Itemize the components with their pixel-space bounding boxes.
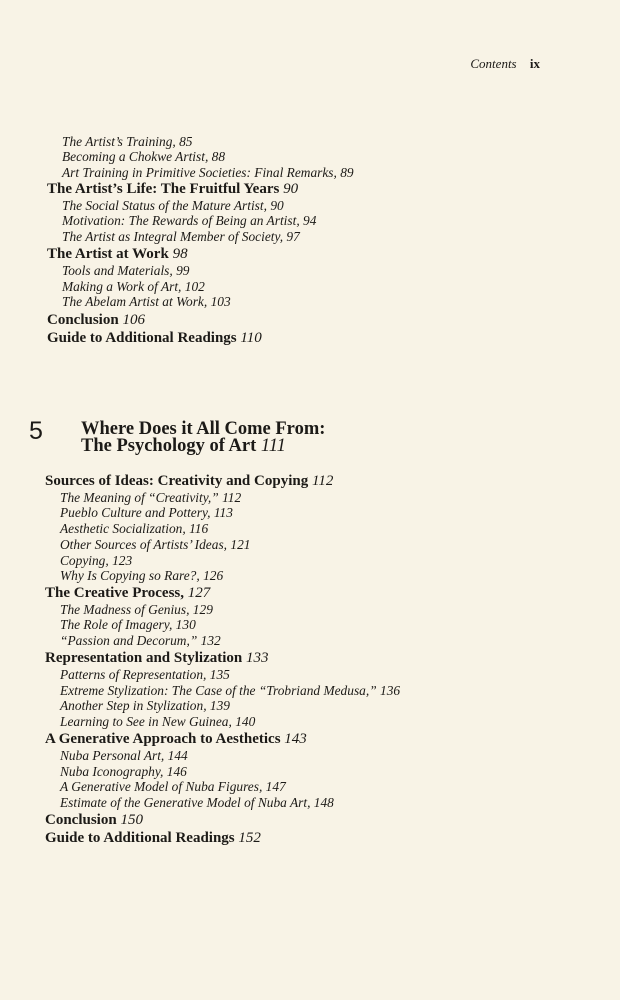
toc-entry-title: Conclusion: [47, 312, 119, 328]
toc-subsection-entry: [60, 764, 187, 780]
toc-entry-page: 85: [179, 134, 193, 149]
toc-entry-page: 116: [189, 521, 209, 536]
toc-subsection-entry: [60, 505, 233, 521]
toc-entry-title: Motivation: The Rewards of Being an Artist,: [62, 213, 300, 228]
toc-subsection-entry: [62, 165, 354, 181]
toc-entry-title: The Meaning of “Creativity,”: [60, 490, 219, 505]
toc-entry-page: 99: [176, 263, 190, 278]
toc-entry-title: Why Is Copying so Rare?,: [60, 568, 200, 583]
toc-entry-page: 133: [245, 650, 269, 666]
toc-entry-page: 88: [211, 149, 226, 164]
toc-entry-page: 136: [380, 683, 401, 698]
toc-subsection-entry: [60, 698, 230, 714]
toc-subsection-entry: [60, 748, 188, 764]
toc-entry-title: Art Training in Primitive Societies: Final Remarks,: [62, 165, 337, 180]
toc-entry-title: The Artist as Integral Member of Society,: [62, 229, 284, 244]
toc-subsection-entry: [60, 617, 196, 633]
toc-entry-page: 97: [286, 229, 300, 244]
toc-entry-page: 112: [311, 473, 334, 489]
chapter-number: 5: [29, 417, 43, 445]
toc-entry-title: Extreme Stylization: The Case of the “Trobriand Medusa,”: [60, 683, 377, 698]
toc-entry-title: Nuba Iconography,: [60, 764, 164, 779]
toc-section-entry: [45, 585, 210, 602]
toc-section-entry: [45, 731, 307, 748]
toc-section-entry: [47, 181, 298, 198]
toc-entry-title: Another Step in Stylization,: [60, 698, 207, 713]
toc-section-entry: [45, 812, 143, 829]
toc-subsection-entry: [60, 667, 230, 683]
toc-entry-page: 121: [230, 537, 251, 552]
toc-subsection-entry: [62, 134, 192, 150]
chapter-title-text-2: The Psychology of Art: [81, 436, 257, 456]
running-head-label: Contents: [470, 56, 517, 71]
toc-entry-page: 110: [240, 330, 262, 346]
toc-entry-page: 127: [187, 585, 211, 601]
toc-entry-title: Copying,: [60, 553, 109, 568]
toc-subsection-entry: [60, 490, 241, 506]
toc-entry-title: Making a Work of Art,: [62, 279, 182, 294]
toc-subsection-entry: [60, 683, 400, 699]
toc-entry-page: 90: [283, 181, 299, 197]
toc-subsection-entry: [60, 795, 334, 811]
toc-entry-page: 135: [209, 667, 230, 682]
toc-subsection-entry: [60, 714, 255, 730]
toc-entry-title: Nuba Personal Art,: [60, 748, 165, 763]
toc-entry-title: Estimate of the Generative Model of Nuba Art,: [60, 795, 311, 810]
chapter-title-text-1: Where Does it All Come From:: [81, 419, 326, 439]
toc-entry-title: The Role of Imagery,: [60, 617, 173, 632]
chapter-title-line-2: [81, 436, 286, 457]
toc-entry-title: A Generative Model of Nuba Figures,: [60, 779, 263, 794]
toc-entry-page: 144: [167, 748, 188, 763]
toc-subsection-entry: [62, 263, 190, 279]
running-head: [470, 56, 540, 72]
toc-entry-title: The Social Status of the Mature Artist,: [62, 198, 267, 213]
toc-entry-page: 90: [270, 198, 284, 213]
toc-subsection-entry: [62, 198, 284, 214]
toc-entry-title: Becoming a Chokwe Artist,: [62, 149, 209, 164]
toc-entry-title: The Artist’s Life: The Fruitful Years: [47, 181, 280, 197]
toc-entry-title: Guide to Additional Readings: [45, 830, 235, 846]
toc-entry-page: 89: [340, 165, 354, 180]
toc-entry-title: Other Sources of Artists’ Ideas,: [60, 537, 228, 552]
toc-entry-page: 102: [184, 279, 205, 294]
toc-entry-page: 94: [303, 213, 317, 228]
toc-entry-title: The Abelam Artist at Work,: [62, 294, 208, 309]
toc-entry-page: 140: [235, 714, 256, 729]
toc-entry-page: 106: [122, 312, 145, 328]
toc-entry-title: Pueblo Culture and Pottery,: [60, 505, 211, 520]
toc-entry-page: 98: [172, 246, 188, 262]
page-number: ix: [529, 56, 540, 71]
toc-entry-page: 139: [209, 698, 230, 713]
toc-entry-title: The Creative Process,: [45, 585, 184, 601]
toc-entry-title: Conclusion: [45, 812, 117, 828]
toc-section-entry: [45, 650, 268, 667]
toc-entry-page: 146: [166, 764, 187, 779]
toc-entry-page: 103: [210, 294, 231, 309]
toc-subsection-entry: [62, 294, 231, 310]
toc-entry-page: 126: [203, 568, 224, 583]
toc-entry-page: 152: [238, 830, 261, 846]
toc-entry-title: Guide to Additional Readings: [47, 330, 237, 346]
toc-entry-title: The Madness of Genius,: [60, 602, 190, 617]
toc-subsection-entry: [62, 279, 205, 295]
toc-subsection-entry: [62, 149, 225, 165]
toc-entry-page: 148: [313, 795, 334, 810]
toc-entry-title: Tools and Materials,: [62, 263, 173, 278]
toc-subsection-entry: [60, 553, 132, 569]
toc-entry-title: The Artist’s Training,: [62, 134, 176, 149]
toc-entry-page: 147: [265, 779, 286, 794]
toc-subsection-entry: [60, 779, 286, 795]
toc-entry-page: 132: [200, 633, 221, 648]
toc-entry-page: 123: [112, 553, 133, 568]
toc-subsection-entry: [60, 521, 208, 537]
toc-entry-page: 113: [213, 505, 233, 520]
chapter-page-number: 111: [260, 436, 286, 456]
toc-entry-title: Patterns of Representation,: [60, 667, 207, 682]
toc-section-entry: [45, 473, 333, 490]
toc-section-entry: [47, 312, 145, 329]
toc-section-entry: [47, 330, 262, 347]
toc-entry-title: The Artist at Work: [47, 246, 169, 262]
toc-entry-title: Sources of Ideas: Creativity and Copying: [45, 473, 309, 489]
toc-subsection-entry: [62, 213, 316, 229]
toc-entry-title: Learning to See in New Guinea,: [60, 714, 232, 729]
toc-entry-page: 129: [192, 602, 213, 617]
toc-entry-title: “Passion and Decorum,”: [60, 633, 198, 648]
toc-entry-title: Aesthetic Socialization,: [60, 521, 186, 536]
toc-subsection-entry: [60, 633, 221, 649]
toc-subsection-entry: [62, 229, 300, 245]
toc-section-entry: [45, 830, 261, 847]
toc-subsection-entry: [60, 568, 223, 584]
toc-subsection-entry: [60, 602, 213, 618]
toc-entry-page: 150: [120, 812, 143, 828]
toc-entry-page: 130: [175, 617, 196, 632]
toc-entry-page: 143: [284, 731, 307, 747]
toc-entry-page: 112: [222, 490, 242, 505]
toc-subsection-entry: [60, 537, 250, 553]
toc-entry-title: A Generative Approach to Aesthetics: [45, 731, 281, 747]
toc-section-entry: [47, 246, 188, 263]
toc-entry-title: Representation and Stylization: [45, 650, 243, 666]
